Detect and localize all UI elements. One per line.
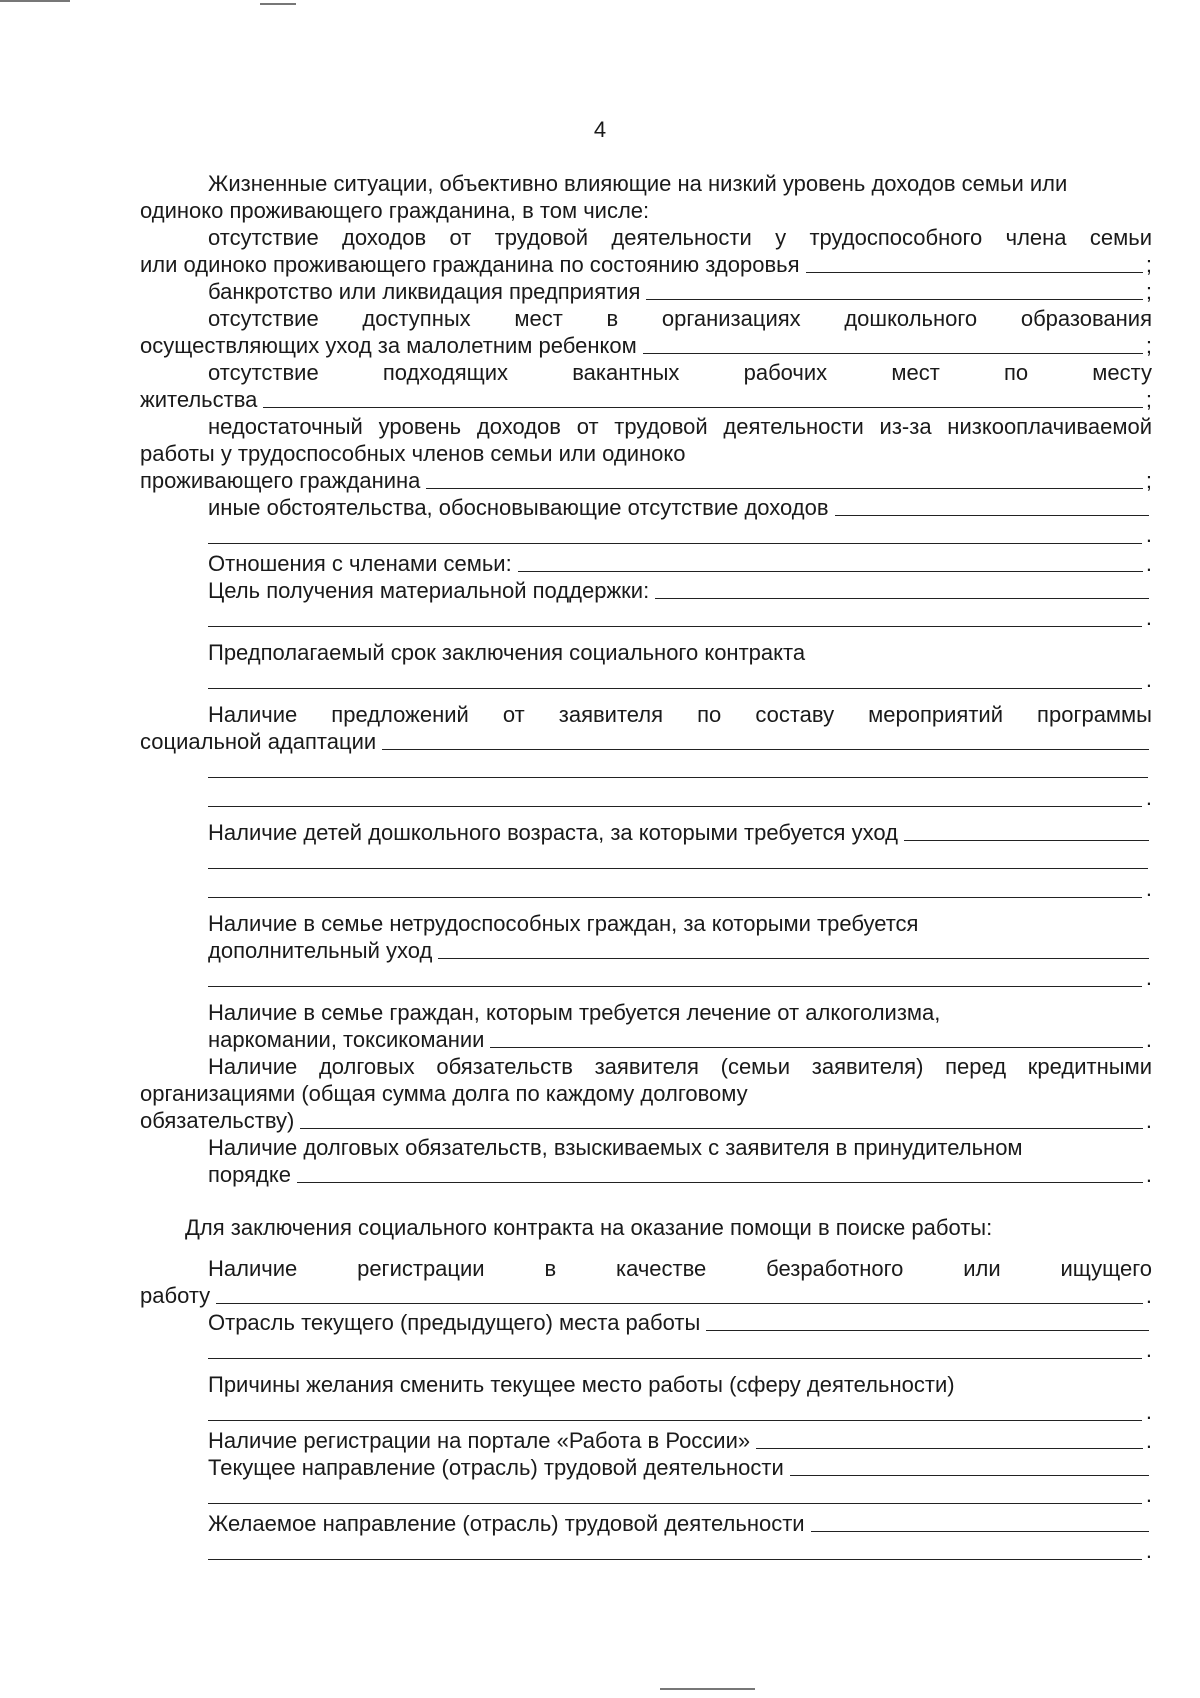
blank-line[interactable] <box>706 1330 1149 1331</box>
disabled-blank[interactable]: . <box>140 964 1152 993</box>
desired-direction-field[interactable]: Желаемое направление (отрасль) трудовой деятельности <box>140 1510 1152 1537</box>
blank-line[interactable] <box>216 1303 1143 1304</box>
situation-vacancies-line1: отсутствие подходящих вакантных рабочих мест по месту <box>208 360 1152 385</box>
blank-line[interactable] <box>904 840 1149 841</box>
blank-line[interactable] <box>208 755 1148 778</box>
industry-blank[interactable]: . <box>140 1336 1152 1365</box>
blank-line[interactable] <box>811 1531 1149 1532</box>
job-section-heading: Для заключения социального контракта на оказание помощи в поиске работы: <box>185 1215 993 1240</box>
debts-field[interactable]: обязательству) . <box>140 1108 1152 1133</box>
blank-line[interactable] <box>208 1336 1142 1359</box>
purpose-field[interactable]: Цель получения материальной поддержки: <box>140 577 1152 604</box>
proposals-line1: Наличие предложений от заявителя по составу мероприятий программы <box>208 702 1152 727</box>
blank-line[interactable] <box>790 1475 1149 1476</box>
blank-line[interactable] <box>208 1398 1142 1421</box>
treatment-line1: Наличие в семье граждан, которым требуется лечение от алкоголизма, <box>208 1000 941 1025</box>
page-number: 4 <box>593 117 607 142</box>
blank-line[interactable] <box>426 488 1142 489</box>
blank-line[interactable] <box>208 1537 1142 1560</box>
preschool-children-field[interactable]: Наличие детей дошкольного возраста, за которыми требуется уход <box>140 819 1152 846</box>
blank-line[interactable] <box>655 598 1149 599</box>
proposals-blank-1[interactable] <box>140 755 1152 784</box>
blank-line[interactable] <box>208 846 1148 869</box>
current-direction-blank[interactable]: . <box>140 1481 1152 1510</box>
change-reasons-blank[interactable]: . <box>140 1398 1152 1427</box>
blank-line[interactable] <box>806 272 1143 273</box>
enforced-field[interactable]: порядке . <box>208 1162 1152 1187</box>
purpose-blank[interactable]: . <box>140 604 1152 633</box>
blank-line[interactable] <box>208 666 1142 689</box>
situation-preschool-field[interactable]: осуществляющих уход за малолетним ребенком ; <box>140 333 1152 358</box>
blank-line[interactable] <box>643 353 1143 354</box>
scan-artifact <box>260 3 296 5</box>
blank-line[interactable] <box>835 515 1149 516</box>
situation-bankruptcy-field[interactable]: банкротство или ликвидация предприятия ; <box>208 279 1152 304</box>
blank-line[interactable] <box>756 1448 1143 1449</box>
situations-intro: Жизненные ситуации, объективно влияющие на низкий уровень доходов семьи или одиноко проживающего гражданина, в том числе: <box>140 171 1068 223</box>
situation-other-blank[interactable]: . <box>140 521 1152 550</box>
disabled-field[interactable]: дополнительный уход <box>140 937 1152 964</box>
industry-field[interactable]: Отрасль текущего (предыдущего) места работы <box>140 1309 1152 1336</box>
treatment-field[interactable]: наркомании, токсикомании . <box>208 1027 1152 1052</box>
registration-field[interactable]: работу . <box>140 1283 1152 1308</box>
situation-vacancies-field[interactable]: жительства ; <box>140 387 1152 412</box>
debts-text: Наличие долговых обязательств заявителя (семьи заявителя) перед кредитными организациями (общая сумма долга по каждому долговому <box>140 1054 1152 1106</box>
desired-direction-blank[interactable]: . <box>140 1537 1152 1566</box>
disabled-line1: Наличие в семье нетрудоспособных граждан, за которыми требуется <box>208 911 919 936</box>
situation-low-income-text: недостаточный уровень доходов от трудовой деятельности из-за низкооплачиваемой работы у трудоспособных членов семьи или одиноко <box>140 414 1152 466</box>
situation-other-field[interactable]: иные обстоятельства, обосновывающие отсутствие доходов <box>140 494 1152 521</box>
blank-line[interactable] <box>208 964 1142 987</box>
scan-artifact <box>0 0 70 2</box>
blank-line[interactable] <box>438 958 1149 959</box>
blank-line[interactable] <box>208 875 1142 898</box>
situation-low-income-field[interactable]: проживающего гражданина ; <box>140 468 1152 493</box>
current-direction-field[interactable]: Текущее направление (отрасль) трудовой деятельности <box>140 1454 1152 1481</box>
contract-term-field: Предполагаемый срок заключения социального контракта <box>208 640 806 665</box>
blank-line[interactable] <box>646 299 1142 300</box>
situation-health-field[interactable]: или одиноко проживающего гражданина по состоянию здоровья ; <box>140 252 1152 277</box>
situation-preschool-line1: отсутствие доступных мест в организациях дошкольного образования <box>208 306 1152 331</box>
contract-term-blank[interactable]: . <box>140 666 1152 695</box>
portal-field[interactable]: Наличие регистрации на портале «Работа в России» . <box>208 1428 1152 1453</box>
preschool-children-blank-2[interactable]: . <box>140 875 1152 904</box>
blank-line[interactable] <box>208 1481 1142 1504</box>
preschool-children-blank-1[interactable] <box>140 846 1152 875</box>
situation-health-line1: отсутствие доходов от трудовой деятельности у трудоспособного члена семьи <box>208 225 1152 250</box>
blank-line[interactable] <box>208 784 1142 807</box>
blank-line[interactable] <box>263 407 1142 408</box>
form-body <box>140 170 1152 1566</box>
blank-line[interactable] <box>518 571 1143 572</box>
proposals-field[interactable]: социальной адаптации <box>140 728 1152 755</box>
blank-line[interactable] <box>490 1047 1142 1048</box>
blank-line[interactable] <box>382 749 1149 750</box>
blank-line[interactable] <box>208 604 1142 627</box>
blank-line[interactable] <box>300 1128 1143 1129</box>
blank-line[interactable] <box>297 1182 1143 1183</box>
family-relations-field[interactable]: Отношения с членами семьи: . <box>208 551 1152 576</box>
registration-line1: Наличие регистрации в качестве безработного или ищущего <box>208 1256 1152 1281</box>
blank-line[interactable] <box>208 521 1142 544</box>
change-reasons-field: Причины желания сменить текущее место работы (сферу деятельности) <box>208 1372 955 1397</box>
enforced-line1: Наличие долговых обязательств, взыскиваемых с заявителя в принудительном <box>208 1135 1023 1160</box>
scan-artifact <box>660 1688 755 1690</box>
proposals-blank-2[interactable]: . <box>140 784 1152 813</box>
